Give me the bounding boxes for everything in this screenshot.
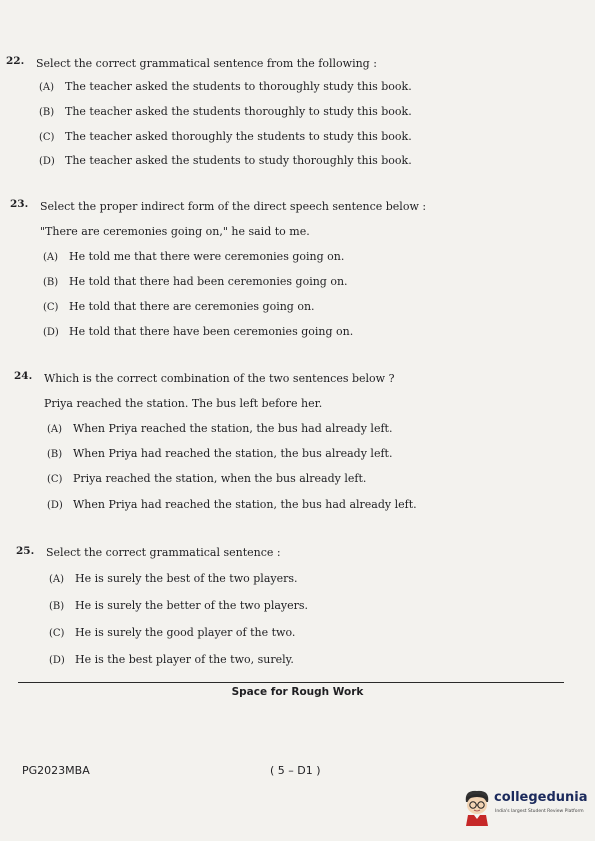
option-label: (C) [39, 132, 55, 143]
option-label: (C) [43, 302, 59, 313]
option-b [47, 447, 392, 462]
question-number: 22. [6, 55, 25, 67]
option-text: The teacher asked thoroughly the students to study this book. [65, 130, 412, 143]
option-c [39, 130, 412, 145]
option-label: (D) [47, 500, 63, 511]
paper-code: PG2023MBA [22, 764, 90, 777]
mascot-icon [462, 788, 492, 826]
option-a [49, 572, 298, 587]
question-stem: Select the correct grammatical sentence : [46, 546, 281, 559]
option-label: (A) [39, 82, 55, 93]
option-b [43, 275, 348, 290]
option-text: The teacher asked the students to study thoroughly this book. [65, 154, 412, 167]
question-number: 24. [14, 370, 33, 382]
option-label: (B) [49, 601, 65, 612]
option-text: He told that there had been ceremonies going on. [69, 275, 348, 288]
question-stem: Which is the correct combination of the two sentences below ? [44, 372, 395, 385]
option-text: He told that there are ceremonies going on. [69, 300, 315, 313]
option-a [43, 250, 344, 265]
option-label: (B) [39, 107, 55, 118]
option-label: (B) [47, 449, 63, 460]
option-text: He is surely the better of the two players. [75, 599, 309, 612]
option-label: (B) [43, 277, 59, 288]
option-label: (A) [43, 252, 59, 263]
rough-work-divider [18, 682, 564, 683]
question-stem: Select the correct grammatical sentence from the following : [36, 57, 377, 70]
collegedunia-logo [462, 788, 592, 832]
option-d [47, 498, 417, 513]
option-text: He told me that there were ceremonies going on. [69, 250, 345, 263]
question-subtext: "There are ceremonies going on," he said to me. [40, 225, 310, 238]
rough-work-label: Space for Rough Work [231, 686, 364, 698]
option-c [49, 626, 295, 641]
option-text: He is surely the best of the two players. [75, 572, 298, 585]
option-label: (D) [39, 156, 55, 167]
option-text: The teacher asked the students to thoroughly study this book. [65, 80, 412, 93]
logo-tagline: India's largest Student Review Platform [495, 809, 584, 814]
option-text: He is surely the good player of the two. [75, 626, 296, 639]
page-number: ( 5 – D1 ) [270, 764, 321, 777]
question-number: 23. [10, 198, 29, 210]
option-a [47, 422, 392, 437]
option-label: (C) [47, 474, 63, 485]
option-label: (A) [47, 424, 63, 435]
option-d [49, 653, 294, 668]
option-text: He told that there have been ceremonies going on. [69, 325, 354, 338]
option-b [39, 105, 412, 120]
option-text: When Priya had reached the station, the bus already left. [73, 447, 393, 460]
option-text: When Priya had reached the station, the bus had already left. [73, 498, 417, 511]
option-label: (A) [49, 574, 65, 585]
option-label: (D) [43, 327, 59, 338]
option-text: He is the best player of the two, surely. [75, 653, 294, 666]
option-label: (C) [49, 628, 65, 639]
option-text: Priya reached the station, when the bus already left. [73, 472, 367, 485]
option-d [43, 325, 353, 340]
question-number: 25. [16, 545, 35, 557]
option-text: When Priya reached the station, the bus had already left. [73, 422, 393, 435]
option-a [39, 80, 412, 95]
question-subtext: Priya reached the station. The bus left before her. [44, 397, 323, 410]
option-label: (D) [49, 655, 65, 666]
logo-name: collegedunia [494, 790, 588, 805]
option-d [39, 154, 412, 169]
option-b [49, 599, 308, 614]
option-c [43, 300, 315, 315]
question-stem: Select the proper indirect form of the direct speech sentence below : [40, 200, 427, 213]
option-c [47, 472, 366, 487]
option-text: The teacher asked the students thoroughly to study this book. [65, 105, 412, 118]
